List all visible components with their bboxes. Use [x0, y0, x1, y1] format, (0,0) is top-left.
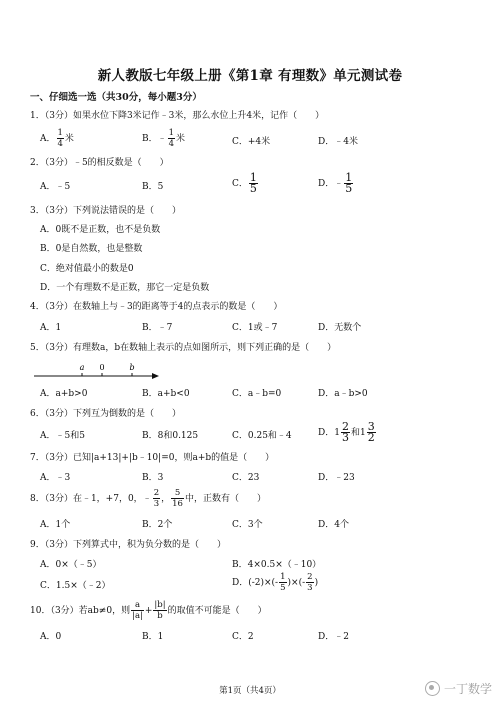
q3-option-a: A．0既不是正数，也不是负数 — [40, 225, 161, 235]
q1-option-b: B．﹣ $\frac{1}{4}$ 米 — [142, 128, 186, 149]
q2-option-a: A．﹣5 — [40, 182, 71, 192]
question-3-stem: 3．（3分）下列说法错误的是（ ） — [30, 206, 181, 216]
question-8-stem: 8．（3分）在﹣1，+7，0，﹣ $\frac{2}{3}$ ， $\frac{5}{16}$ 中，正数有（ ） — [30, 488, 266, 509]
q9-option-a: A．0×（﹣5） — [40, 560, 102, 570]
number-line-arrow — [152, 373, 159, 379]
q5-option-b: B．a+b<0 — [142, 389, 190, 399]
q3-option-b: B．0是自然数，也是整数 — [40, 244, 143, 254]
number-line — [32, 363, 162, 383]
question-10-stem: 10．（3分）若ab≠0，则 $\frac{a}{|a|}$ + $\frac{|b|}{b}$ 的取值不可能是（ ） — [30, 600, 267, 621]
question-5-stem: 5．（3分）有理数a，b在数轴上表示的点如图所示，则下列正确的是（ ） — [30, 343, 337, 353]
watermark-logo-icon — [425, 681, 440, 696]
q10-option-d: D．﹣2 — [318, 632, 349, 642]
q8-option-a: A．1个 — [40, 520, 71, 530]
q10-option-a: A．0 — [40, 632, 62, 642]
document-title: 新人教版七年级上册《第1章 有理数》单元测试卷 — [97, 68, 403, 84]
q2-option-d: D．﹣ $\frac{1}{5}$ — [318, 171, 353, 195]
q8-option-c: C．3个 — [232, 520, 263, 530]
q7-option-b: B．3 — [142, 473, 164, 483]
q8-option-b: B．2个 — [142, 520, 173, 530]
page-footer: 第1页（共4页） — [219, 686, 281, 696]
q9-option-c: C．1.5×（﹣2） — [40, 581, 111, 591]
q2-option-b: B．5 — [142, 182, 164, 192]
question-6-stem: 6．（3分）下列互为倒数的是（ ） — [30, 409, 181, 419]
q3-option-d: D．一个有理数不是正数，那它一定是负数 — [40, 283, 210, 293]
question-9-stem: 9．（3分）下列算式中，积为负分数的是（ ） — [30, 540, 226, 550]
label-a: a — [79, 363, 85, 372]
q7-option-c: C．23 — [232, 473, 260, 483]
q3-option-c: C．绝对值最小的数是0 — [40, 264, 134, 274]
q5-option-c: C．a﹣b=0 — [232, 389, 282, 399]
q4-option-a: A．1 — [40, 323, 62, 333]
q5-option-d: D．a﹣b>0 — [318, 389, 368, 399]
q1-option-a: A． $\frac{1}{4}$ 米 — [40, 128, 74, 149]
q5-option-a: A．a+b>0 — [40, 389, 88, 399]
q4-option-c: C．1或﹣7 — [232, 323, 278, 333]
label-zero: 0 — [99, 363, 105, 372]
q6-option-d: D．1 $\frac{2}{3}$ 和1 $\frac{3}{2}$ — [318, 420, 375, 444]
question-7-stem: 7．（3分）已知|a+13|+|b﹣10|=0，则a+b的值是（ ） — [30, 453, 275, 463]
q6-option-c: C．0.25和﹣4 — [232, 431, 292, 441]
question-2-stem: 2．（3分）﹣5的相反数是（ ） — [30, 158, 169, 168]
q10-option-b: B．1 — [142, 632, 164, 642]
q9-option-d: D．(-2)×(- $\frac{1}{5}$ )×(- $\frac{2}{3}$ ) — [232, 572, 319, 593]
q1-option-d: D．﹣4米 — [318, 137, 358, 147]
label-b: b — [129, 363, 135, 372]
q7-option-a: A．﹣3 — [40, 473, 71, 483]
watermark-text: 一丁数学 — [443, 682, 492, 696]
q4-option-d: D．无数个 — [318, 323, 362, 333]
q6-option-a: A．﹣5和5 — [40, 431, 85, 441]
q7-option-d: D．﹣23 — [318, 473, 355, 483]
q10-option-c: C．2 — [232, 632, 254, 642]
question-1-stem: 1．（3分）如果水位下降3米记作﹣3米，那么水位上升4米，记作（ ） — [30, 111, 325, 121]
section-heading: 一、仔细选一选（共30分，每小题3分） — [30, 92, 202, 103]
q8-option-d: D．4个 — [318, 520, 349, 530]
q1-option-c: C．+4米 — [232, 137, 271, 147]
q2-option-c: C． $\frac{1}{5}$ — [232, 171, 257, 195]
question-4-stem: 4．（3分）在数轴上与﹣3的距离等于4的点表示的数是（ ） — [30, 302, 283, 312]
q6-option-b: B．8和0.125 — [142, 431, 199, 441]
q4-option-b: B．﹣7 — [142, 323, 173, 333]
watermark — [425, 680, 492, 697]
q9-option-b: B．4×0.5×（﹣10） — [232, 560, 322, 570]
